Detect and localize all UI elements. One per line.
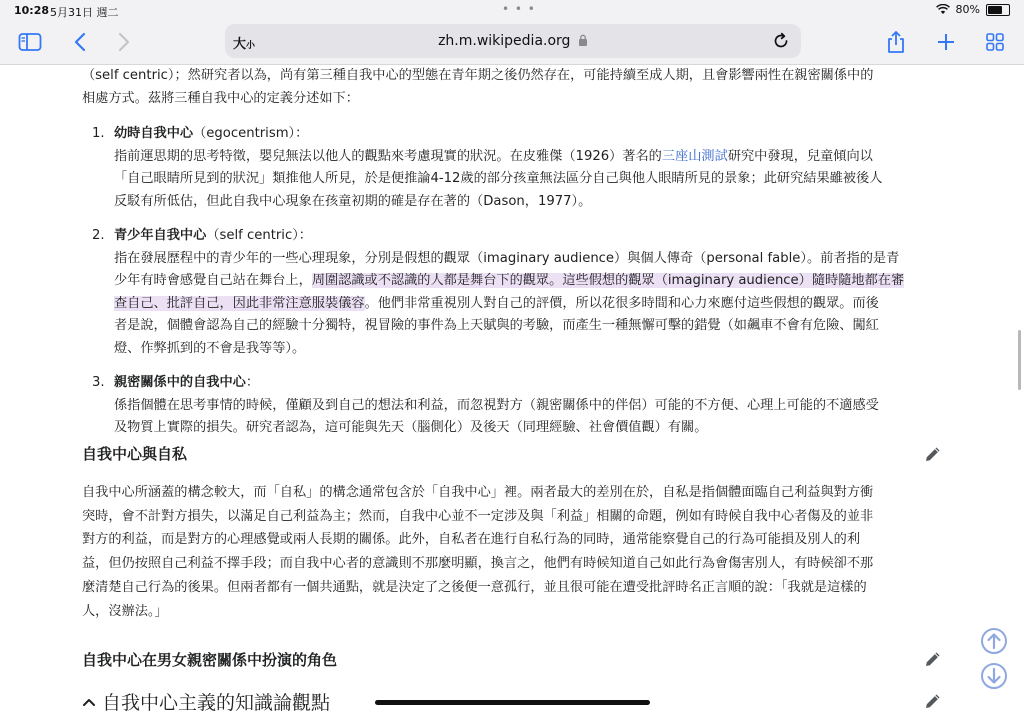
list-body-line: 及物質上實際的損失。研究者認為，這可能與先天（腦側化）及後天（同理經驗、社會價值觀）有關。 [114, 420, 708, 435]
highlighted-text[interactable]: 周圍認識或不認識的人都是舞台下的觀眾。這些假想的觀眾（imaginary audience）隨時隨地都在審 [311, 273, 905, 288]
paragraph-line: 自我中心所涵蓋的構念較大，而「自私」的構念通常包含於「自我中心」裡。兩者最大的差別在於，自私是指個體面臨自己利益與對方衝 [82, 485, 874, 500]
list-body-line: 係指個體在思考事情的時候，僅顧及到自己的想法和利益，而忽視對方（親密關係中的伴侶）可能的不方便、心理上可能的不適感受 [114, 397, 879, 413]
reload-icon[interactable] [771, 31, 791, 51]
scroll-down-icon[interactable] [980, 662, 1008, 690]
list-body-line [114, 270, 942, 293]
list-number: 3. [92, 375, 105, 390]
intro-line: 相處方式。茲將三種自我中心的定義分述如下： [82, 90, 359, 106]
edit-pencil-icon[interactable] [924, 650, 942, 668]
list-body-line: 「自己眼睛所見到的狀況」類推他人所見，於是便推論4-12歲的部分孩童無法區分自己與他人眼睛所見的景象；此研究結果雖被後人 [114, 171, 883, 186]
list-term-suffix: （self centric）： [206, 228, 312, 243]
definition-list [82, 123, 942, 440]
paragraph-line: 對方的利益，而是對方的心理感覺或兩人長期的關係。此外，自私者在進行自私行為的同時，通常能察覺自己的行為可能損及別人的利 [82, 532, 861, 548]
section-title: 自我中心主義的知識論觀點 [102, 692, 331, 714]
list-term: 青少年自我中心 [114, 228, 207, 243]
list-item [82, 372, 942, 440]
text-span: 少年有時會感覺自己站在舞台上， [114, 273, 312, 288]
list-body-line: 指在發展歷程中的青少年的一些心理現象，分別是假想的觀眾（imaginary audience）與個人傳奇（personal fable）。前者指的是青 [114, 250, 900, 266]
list-term: 親密關係中的自我中心 [114, 375, 246, 390]
text-span: 。他們非常重視別人對自己的評價，所以花很多時間和心力來應付這些假想的觀眾。而後 [364, 295, 879, 311]
section-heading-relationships[interactable]: 自我中心在男女親密關係中扮演的角色 [82, 651, 338, 669]
multitasking-dots-icon[interactable]: • • • [502, 2, 536, 16]
share-icon[interactable] [882, 28, 910, 56]
paragraph-line: 麼清楚自己行為的後果。但兩者都有一個共通點，就是決定了之後便一意孤行，並且很可能在遭受批評時名正言順的說：「我就是這樣的 [82, 579, 867, 595]
edit-pencil-icon[interactable] [924, 692, 942, 710]
status-bar [0, 0, 1024, 20]
paragraph-line: 益，但仍按照自己利益不擇手段；而自我中心者的意識則不那麼明顯，換言之，他們有時候知道自己如此行為會傷害別人，有時候卻不那 [82, 556, 874, 572]
article-content [82, 64, 942, 440]
url-text: zh.m.wikipedia.org [438, 33, 571, 49]
highlighted-text[interactable]: 查自己、批評自己，因此非常注意服裝儀容 [114, 295, 365, 311]
battery-icon [986, 4, 1010, 16]
browser-toolbar [0, 20, 1024, 65]
forward-icon[interactable] [110, 28, 138, 56]
scroll-up-icon[interactable] [980, 627, 1008, 655]
wifi-icon [936, 4, 950, 15]
three-mountain-test-link[interactable]: 三座山測試 [661, 148, 728, 164]
section-heading-epistemology[interactable] [82, 688, 330, 715]
paragraph-line: 突時，會不計對方損失，以滿足自己利益為主；然而，自我中心並不一定涉及與「利益」相關的命題，例如有時候自我中心者傷及的並非 [82, 508, 874, 524]
status-time: 10:28 [14, 4, 50, 17]
list-item [82, 225, 942, 360]
list-body-line: 燈、作弊抓到的不會是我等等）。 [114, 340, 306, 356]
status-right [936, 3, 1010, 16]
list-body-line: 反駁有所低估，但此自我中心現象在孩童初期的確是存在著的（Dason，1977）。 [114, 193, 592, 209]
list-number: 1. [92, 126, 105, 141]
sidebar-icon[interactable] [16, 28, 44, 56]
back-icon[interactable] [66, 28, 94, 56]
list-number: 2. [92, 228, 105, 243]
list-body-line [114, 146, 942, 169]
section-paragraph [82, 481, 942, 623]
page-scrollbar[interactable] [1018, 330, 1021, 390]
text-span: 研究中發現，兒童傾向以 [727, 148, 873, 164]
chevron-up-icon[interactable] [82, 697, 96, 707]
list-body-line: 者是說，個體會認為自己的經驗十分獨特，視冒險的事件為上天賦與的考驗，而產生一種無懈可擊的錯覺（如飆車不會有危險、闖紅 [114, 318, 879, 333]
battery-percent: 80% [955, 3, 980, 16]
home-indicator[interactable] [375, 700, 650, 705]
text-span: 指前運思期的思考特徵，嬰兒無法以他人的觀點來考慮現實的狀況。在皮雅傑（1926）著名的 [114, 148, 662, 164]
new-tab-icon[interactable] [932, 28, 960, 56]
list-item [82, 123, 942, 213]
list-term-suffix: （egocentrism）： [193, 126, 309, 141]
status-date: 5月31日 週二 [50, 6, 119, 19]
paragraph-line: 人，沒辦法。」 [82, 603, 168, 619]
tabs-icon[interactable] [981, 28, 1009, 56]
url-display[interactable] [225, 33, 801, 49]
address-bar[interactable] [225, 24, 801, 58]
text-size-large: 大 [233, 37, 247, 52]
list-term: 幼時自我中心 [114, 126, 194, 141]
edit-pencil-icon[interactable] [924, 445, 942, 463]
section-heading-selfishness[interactable]: 自我中心與自私 [82, 445, 188, 463]
list-body-line [114, 293, 942, 316]
intro-line: （self centric）；然研究者以為，尚有第三種自我中心的型態在青年期之後仍然存在，可能持續至成人期，且會影響兩性在親密關係中的 [82, 68, 874, 83]
text-size-small: 小 [246, 41, 256, 51]
list-term-suffix: ： [245, 375, 260, 390]
lock-icon [578, 34, 588, 46]
